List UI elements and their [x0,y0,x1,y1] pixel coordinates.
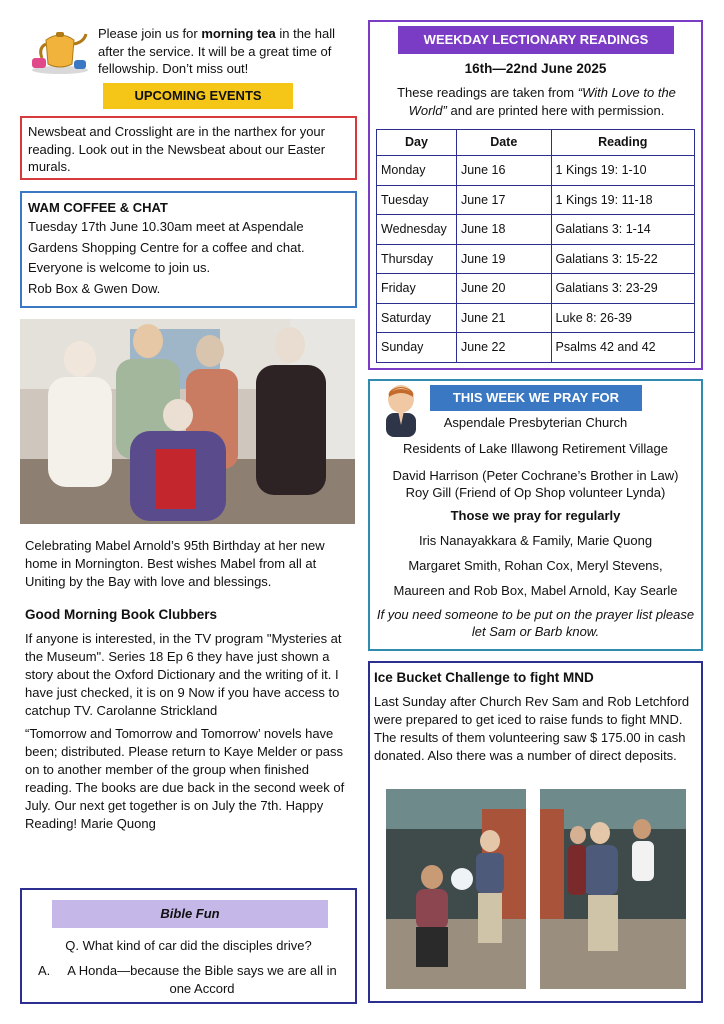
reading-cell: Galatians 3: 23-29 [551,274,694,304]
wam-line3: Rob Box & Gwen Dow. [28,280,161,296]
upcoming-events-heading: UPCOMING EVENTS [103,83,293,109]
bible-fun-box [20,888,357,1004]
day-cell: Friday [377,274,457,304]
wam-line2: Everyone is welcome to join us. [28,260,211,276]
ice-bucket-box [368,661,703,1003]
ice-bucket-text: Last Sunday after Church Rev Sam and Rob Letchford were prepared to get iced to raise funds to fight MND. The results of them volunteering saw $ 175.00 in cash donated. Also there was a number of direct deposits. [374,694,690,763]
date-cell: June 18 [456,215,551,245]
day-cell: Tuesday [377,185,457,215]
ice-bucket-photo-1 [386,789,526,989]
bible-fun-answer: A Honda—because the Bible says we are all in one Accord [67,963,337,996]
date-cell: June 19 [456,244,551,274]
morning-tea-notice: Please join us for morning tea in the hall after the service. It will be a great time of fellowship. Don’t miss out! [98,26,336,77]
date-cell: June 17 [456,185,551,215]
date-cell: June 20 [456,274,551,304]
prayer-line-3: David Harrison (Peter Cochrane’s Brother in Law) [392,468,679,483]
prayer-line-4: Roy Gill (Friend of Op Shop volunteer Lynda) [405,485,666,500]
newsbeat-notice: Newsbeat and Crosslight are in the narthex for your reading. Look out in the Newsbeat about our Easter murals. [20,116,357,180]
lectionary-note: These readings are taken from “With Love to the World” and are printed here with permission. [397,85,676,118]
bible-fun-answer-label: A. [38,963,51,978]
lectionary-table [376,129,695,363]
lectionary-heading: WEEKDAY LECTIONARY READINGS [398,26,674,54]
prayer-heading: THIS WEEK WE PRAY FOR [430,385,642,411]
column-header: Date [456,130,551,156]
day-cell: Wednesday [377,215,457,245]
book-club-paragraph-2: “Tomorrow and Tomorrow and Tomorrow’ novels have been; distributed. Please return to Kaye Melder or pass on to another member of the group when finished reading. The books are due back in the second week of July. Our next get together is on July the 7th. Happy Reading! Marie Quong [25,726,345,831]
lectionary-box [368,20,703,370]
regular-prayer-line-3: Maureen and Rob Box, Mabel Arnold, Kay Searle [393,583,678,598]
prayer-box [368,379,703,651]
column-header: Reading [551,130,694,156]
reading-cell: Psalms 42 and 42 [551,333,694,363]
reading-cell: Galatians 3: 15-22 [551,244,694,274]
wam-title: WAM COFFEE & CHAT [28,200,168,215]
reading-cell: 1 Kings 19: 11-18 [551,185,694,215]
table-row [377,156,695,186]
table-row [377,244,695,274]
date-cell: June 21 [456,303,551,333]
reading-cell: 1 Kings 19: 1-10 [551,156,694,186]
ice-bucket-photo-2 [540,789,686,989]
ice-bucket-title: Ice Bucket Challenge to fight MND [374,670,594,685]
table-row [377,333,695,363]
birthday-group-photo [20,319,355,524]
book-club-title: Good Morning Book Clubbers [25,607,217,622]
day-cell: Monday [377,156,457,186]
book-club-paragraph-1: If anyone is interested, in the TV program "Mysteries at the Museum". Series 18 Ep 6 they have just shown a story about the Oxford Dictionary and the writing of it. I have just checked, it is on 9 Now if you have access to catchup TV. Carolanne Strickland [25,631,342,718]
prayer-list-note: If you need someone to be put on the prayer list please let Sam or Barb know. [376,607,695,639]
date-cell: June 16 [456,156,551,186]
prayer-line-1: Aspendale Presbyterian Church [443,415,628,430]
table-row [377,303,695,333]
day-cell: Sunday [377,333,457,363]
column-header: Day [377,130,457,156]
date-cell: June 22 [456,333,551,363]
reading-cell: Galatians 3: 1-14 [551,215,694,245]
table-header-row [377,130,695,156]
prayer-line-2: Residents of Lake Illawong Retirement Village [403,441,668,456]
day-cell: Thursday [377,244,457,274]
regular-prayer-heading: Those we pray for regularly [450,508,621,523]
day-cell: Saturday [377,303,457,333]
mabel-birthday-caption: Celebrating Mabel Arnold’s 95th Birthday at her new home in Mornington. Best wishes Mabel from all at Uniting by the Bay with love and blessings. [25,538,325,589]
table-row [377,185,695,215]
bible-fun-question: Q. What kind of car did the disciples drive? [65,938,312,953]
table-row [377,215,695,245]
regular-prayer-line-2: Margaret Smith, Rohan Cox, Meryl Stevens, [408,558,663,573]
wam-line1: Tuesday 17th June 10.30am meet at Aspendale Gardens Shopping Centre for a coffee and chat. [28,219,305,255]
table-row [377,274,695,304]
reading-cell: Luke 8: 26-39 [551,303,694,333]
regular-prayer-line-1: Iris Nanayakkara & Family, Marie Quong [418,533,653,548]
wam-coffee-box [20,191,357,308]
teapot-icon [28,26,92,76]
lectionary-dates: 16th—22nd June 2025 [464,61,607,76]
bible-fun-heading: Bible Fun [52,900,328,928]
